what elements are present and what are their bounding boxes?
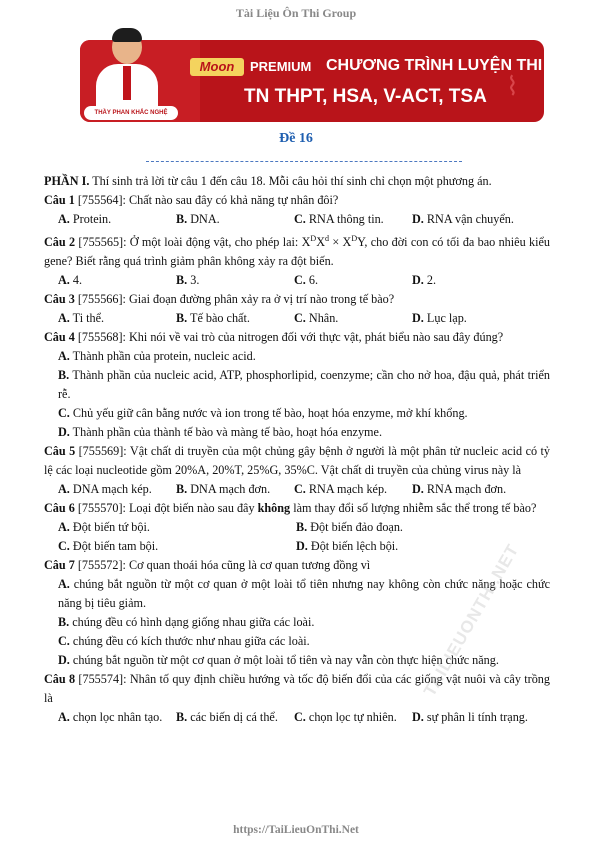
option-a: A. Ti thể. (58, 311, 105, 326)
footer-url[interactable]: https://TaiLieuOnThi.Net (233, 824, 359, 836)
option-c: C. chọn lọc tự nhiên. (294, 710, 397, 725)
option-b: B. các biến dị cá thể. (176, 710, 278, 725)
teacher-tie (123, 66, 131, 100)
question-8: Câu 8 [755574]: Nhân tố quy định chiều hướng và tốc độ biến đổi của các giống vật nuôi và cây trồng là (44, 672, 550, 706)
option-c: C. chúng đều có kích thước như nhau giữa các loài. (58, 634, 310, 649)
option-c: C. Chủ yếu giữ cân bằng nước và ion trong tế bào, hoạt hóa enzyme, mở khí khổng. (58, 406, 468, 421)
question-5: Câu 5 [755569]: Vật chất di truyền của một chủng gây bệnh ở người là một phân tử nucleic acid có tỷ lệ các loại nucleotide gồm 20%A, 20%T, 25%G, 35%C. Vật chất di truyền của chủng virus này là (44, 444, 550, 478)
title-divider (146, 161, 462, 162)
option-c: C. RNA mạch kép. (294, 482, 388, 497)
section-heading: PHẦN I. Thí sinh trả lời từ câu 1 đến câu 18. Mỗi câu hỏi thí sinh chỉ chọn một phương án. (44, 174, 492, 188)
option-d: D. Thành phần của thành tế bào và màng tế bào, hoạt hóa enzyme. (58, 425, 382, 440)
option-c: C. RNA thông tin. (294, 212, 384, 226)
question-5-options (44, 480, 550, 499)
header-group-name: Tài Liệu Ôn Thi Group (235, 6, 357, 20)
question-3: Câu 3 [755566]: Giai đoạn đường phân xảy ra ở vị trí nào trong tế bào? (44, 292, 395, 307)
option-c: C. Đột biến tam bội. (58, 539, 159, 554)
option-c: C. Nhân. (294, 311, 339, 326)
option-a: A. chọn lọc nhân tạo. (58, 710, 163, 725)
option-b: B. Thành phần của nucleic acid, ATP, phosphorlipid, coenzyme; cần cho nở hoa, đậu quả, phát triển rễ. (58, 368, 550, 402)
program-title: CHƯƠNG TRÌNH LUYỆN THI (326, 57, 543, 74)
dna-icon: ⌇ (506, 72, 519, 101)
question-3-options (44, 309, 550, 328)
option-d: D. Lục lạp. (412, 311, 467, 326)
option-a: A. Thành phần của protein, nucleic acid. (58, 349, 256, 364)
option-a: A. chúng bắt nguồn từ một cơ quan ở một loài tổ tiên nhưng nay không còn chức năng hoặc chức năng bị tiêu giảm. (58, 577, 550, 611)
option-b: B. 3. (176, 273, 200, 288)
option-a: A. Đột biến tứ bội. (58, 520, 150, 535)
question-1: Câu 1 [755564]: Chất nào sau đây có khả năng tự nhân đôi? (44, 193, 339, 207)
option-d: D. RNA vận chuyển. (412, 212, 514, 226)
question-1-options (44, 210, 550, 229)
option-a: A. 4. (58, 273, 83, 288)
question-2: Câu 2 [755565]: Ở một loài động vật, cho phép lai: $X^DX^d \times X^DY$, cho đời con có tối đa bao nhiêu kiểu gene? Biết rằng quá trình giảm phân không xảy ra đột biến. (44, 234, 550, 269)
teacher-hair (112, 28, 142, 42)
option-b: B. Đột biến đảo đoạn. (296, 520, 403, 535)
option-d: D. sự phân li tính trạng. (412, 710, 528, 725)
option-a: A. Protein. (58, 212, 112, 226)
question-8-options (44, 708, 550, 727)
premium-label: PREMIUM (250, 59, 312, 74)
option-d: D. RNA mạch đơn. (412, 482, 507, 497)
question-7: Câu 7 [755572]: Cơ quan thoái hóa cũng là cơ quan tương đồng vì (44, 558, 371, 573)
option-d: D. Đột biến lệch bội. (296, 539, 399, 554)
option-b: B. Tế bào chất. (176, 311, 250, 326)
teacher-name-tag: THẦY PHAN KHẮC NGHỆ (84, 106, 178, 120)
question-6-options-row-2 (44, 537, 550, 556)
exam-content (44, 172, 550, 727)
question-4: Câu 4 [755568]: Khi nói về vai trò của nitrogen đối với thực vật, phát biểu nào sau đây đúng? (44, 330, 504, 345)
question-6: Câu 6 [755570]: Loại đột biến nào sau đây không làm thay đổi số lượng nhiễm sắc thể trong tế bào? (44, 501, 537, 516)
option-b: B. DNA. (176, 212, 220, 226)
exam-list: TN THPT, HSA, V-ACT, TSA (244, 86, 487, 107)
option-d: D. chúng bắt nguồn từ một cơ quan ở một loài tổ tiên và nay vẫn còn thực hiện chức năng. (58, 653, 499, 668)
option-c: C. 6. (294, 273, 319, 288)
option-a: A. DNA mạch kép. (58, 482, 152, 497)
watermark: TAILIEUONTHI.NET (420, 540, 523, 700)
exam-title: Đề 16 (279, 131, 313, 146)
teacher-photo (82, 26, 172, 118)
option-b: B. DNA mạch đơn. (176, 482, 271, 497)
question-2-options (44, 271, 550, 290)
option-b: B. chúng đều có hình dạng giống nhau giữa các loài. (58, 615, 315, 630)
question-6-options-row-1 (44, 518, 550, 537)
option-d: D. 2. (412, 273, 437, 288)
moon-logo: Moon (190, 58, 244, 76)
